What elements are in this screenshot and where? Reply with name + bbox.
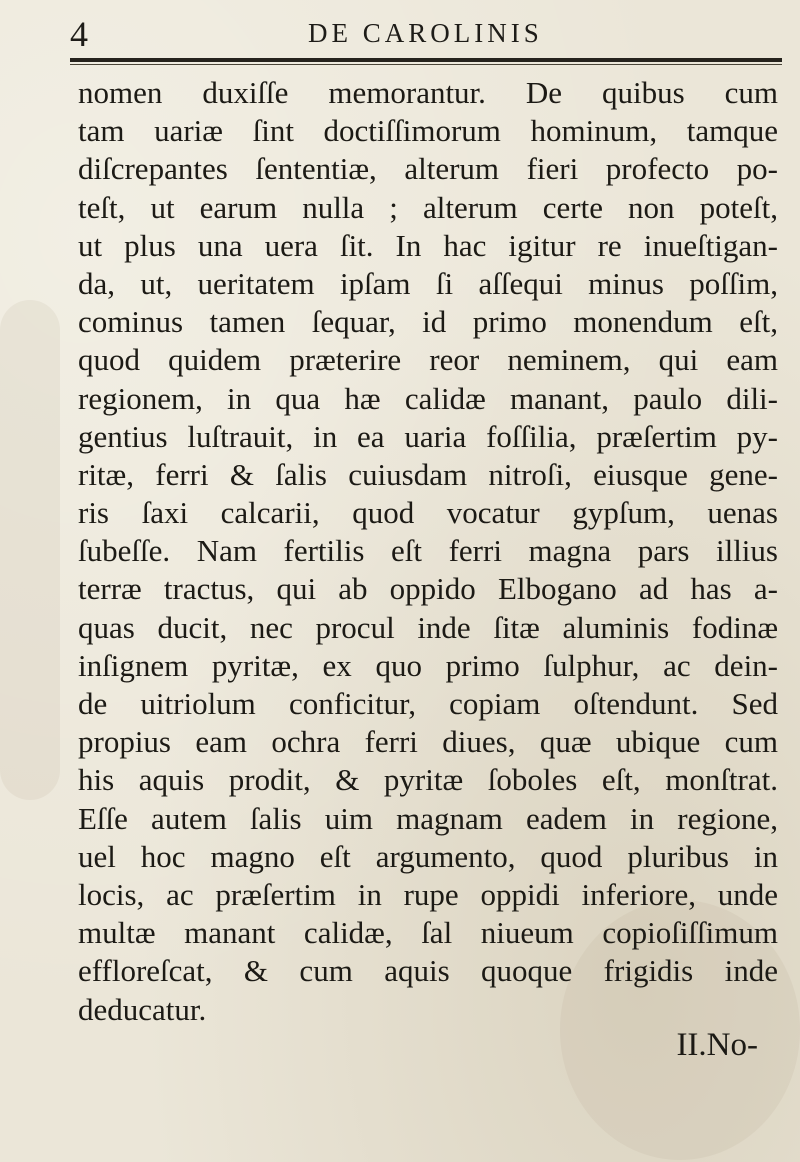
page-header <box>70 14 770 54</box>
header-rule <box>70 58 782 62</box>
text-line: Eſſe autem ſalis uim magnam eadem in regione, <box>78 800 778 836</box>
page-number: 4 <box>70 14 88 54</box>
text-line: locis, ac præſertim in rupe oppidi inferiore, unde <box>78 876 778 912</box>
text-line: cominus tamen ſequar, id primo monendum eſt, <box>78 304 778 340</box>
text-line: multæ manant calidæ, ſal niueum copioſiſſimum <box>78 915 778 951</box>
text-line: ritæ, ferri & ſalis cuiusdam nitroſi, eiusque gene- <box>78 456 778 492</box>
text-line: ris ſaxi calcarii, quod vocatur gypſum, uenas <box>78 495 778 531</box>
text-line: effloreſcat, & cum aquis quoque frigidis inde <box>78 953 778 989</box>
text-line: de uitriolum conficitur, copiam oſtendunt. Sed <box>78 686 778 721</box>
text-line: propius eam ochra ferri diues, quæ ubique cum <box>78 724 778 760</box>
text-line: da, ut, ueritatem ipſam ſi aſſequi minus poſſim, <box>78 265 778 301</box>
text-line: tam uariæ ſint doctiſſimorum hominum, tamque <box>78 113 778 149</box>
header-rule-thin <box>70 64 782 65</box>
text-line: quod quidem præterire reor neminem, qui eam <box>78 342 778 378</box>
text-line: ſubeſſe. Nam fertilis eſt ferri magna pars illius <box>78 533 778 569</box>
text-line: his aquis prodit, & pyritæ ſoboles eſt, monſtrat. <box>78 762 778 798</box>
paper-stain <box>0 300 60 800</box>
text-line: gentius luſtrauit, in ea uaria foſſilia, præſertim py- <box>78 418 778 454</box>
text-line-last: deducatur. <box>78 991 207 1027</box>
text-line: nomen duxiſſe memorantur. De quibus cum <box>78 75 778 110</box>
running-head: DE CAROLINIS <box>308 18 543 48</box>
body-text <box>78 74 778 1029</box>
text-line: diſcrepantes ſententiæ, alterum fieri profecto po- <box>78 151 778 187</box>
text-line: ut plus una uera ſit. In hac igitur re inueſtigan- <box>78 227 778 263</box>
text-line: inſignem pyritæ, ex quo primo ſulphur, ac dein- <box>78 647 778 683</box>
text-line: quas ducit, nec procul inde ſitæ aluminis fodinæ <box>78 609 778 645</box>
text-line: regionem, in qua hæ calidæ manant, paulo dili- <box>78 380 778 416</box>
text-line: uel hoc magno eſt argumento, quod pluribus in <box>78 838 778 874</box>
text-line: teſt, ut earum nulla ; alterum certe non poteſt, <box>78 189 778 225</box>
catchword: II.No- <box>676 1027 758 1063</box>
text-line: terræ tractus, qui ab oppido Elbogano ad has a- <box>78 571 778 607</box>
